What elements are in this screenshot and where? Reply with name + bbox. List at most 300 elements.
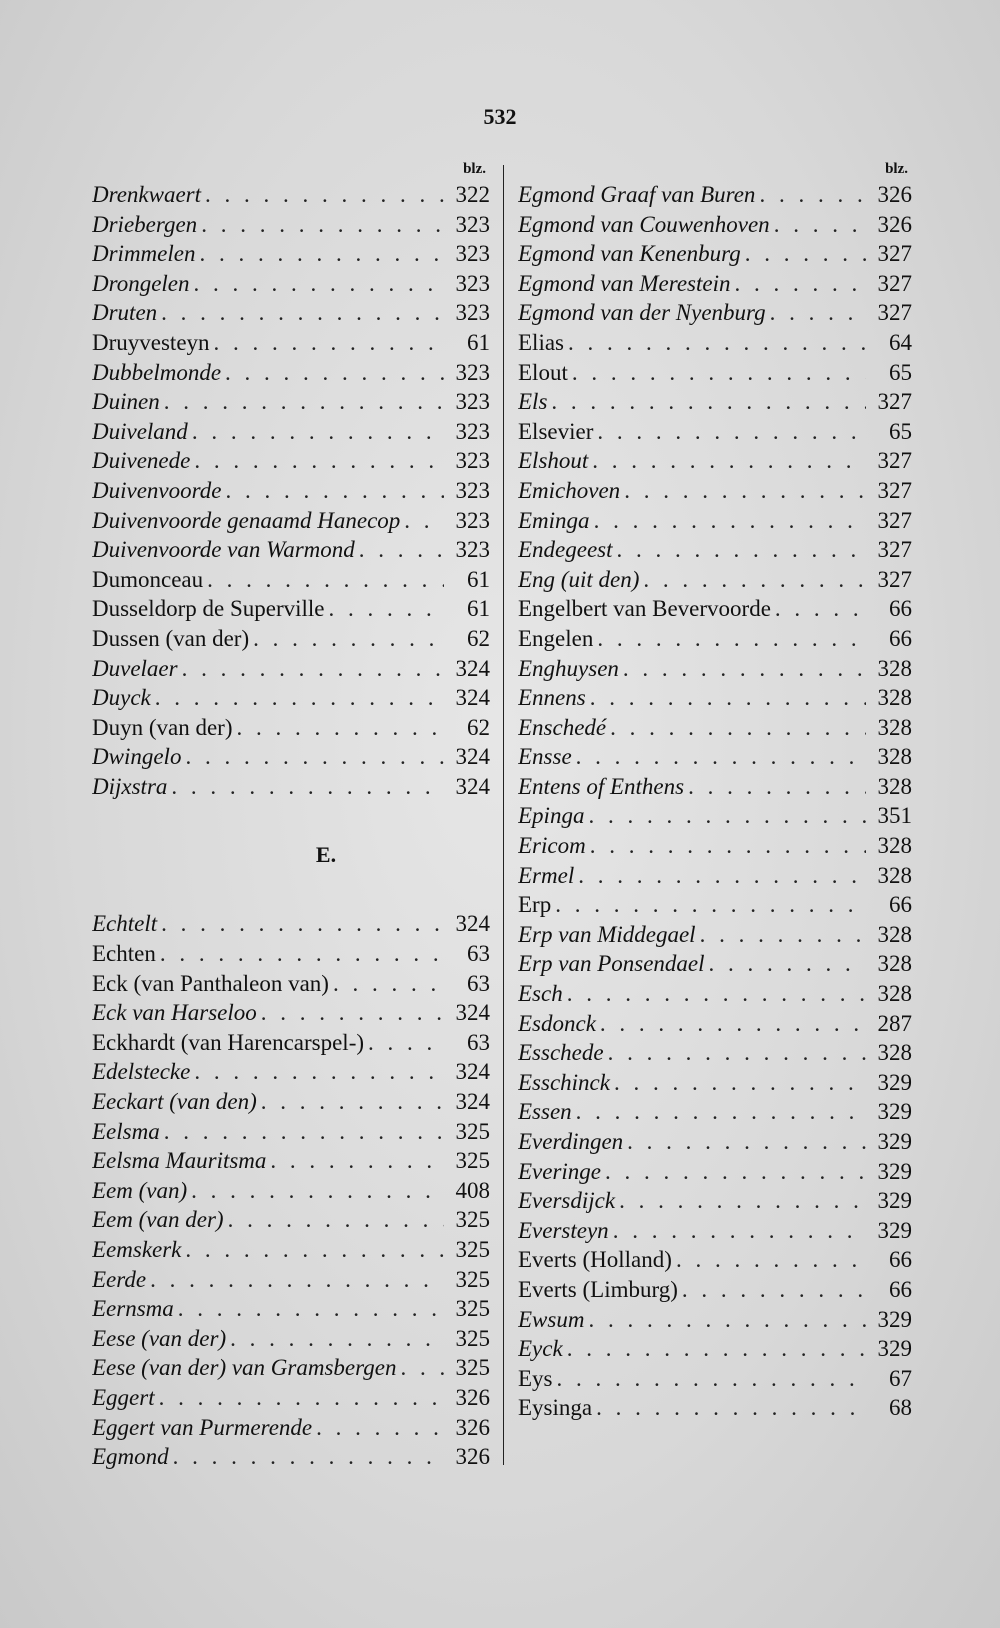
entry-name: Ensse (518, 744, 572, 770)
entry-page: 62 (467, 714, 490, 740)
dot-leader (194, 446, 444, 476)
dot-leader (192, 417, 444, 447)
entry-page: 66 (889, 1247, 912, 1273)
entry-name: Dumonceau (92, 566, 204, 592)
entry-name: Duivenede (92, 448, 191, 474)
index-entry (518, 446, 912, 476)
index-entry (518, 742, 912, 772)
entry-name: Eversteyn (518, 1217, 609, 1243)
entry-name: Everdingen (518, 1129, 624, 1154)
dot-leader (207, 565, 444, 595)
dot-leader (253, 624, 444, 654)
entry-page: 329 (877, 1217, 912, 1243)
dot-leader (614, 1068, 866, 1098)
entry-name: Drimmelen (92, 241, 196, 267)
entry-page: 323 (455, 270, 490, 296)
entry-page: 325 (455, 1266, 490, 1292)
dot-leader (161, 298, 444, 328)
dot-leader (688, 772, 866, 802)
entry-page: 66 (889, 1276, 912, 1302)
entry-page: 324 (455, 1059, 490, 1085)
dot-leader (225, 358, 444, 388)
dot-leader (194, 1057, 444, 1087)
entry-page: 327 (877, 448, 912, 474)
index-entry (92, 909, 490, 939)
dot-leader (237, 713, 444, 743)
entry-page: 63 (467, 941, 490, 967)
entry-name: Everinge (518, 1158, 602, 1184)
entry-name: Duivenvoorde (92, 477, 222, 503)
dot-leader (578, 861, 866, 891)
entry-page: 323 (455, 359, 490, 385)
entry-name: Ewsum (518, 1306, 585, 1332)
entry-name: Eese (van der) (92, 1325, 227, 1351)
entry-page: 327 (877, 507, 912, 533)
entry-page: 327 (877, 477, 912, 503)
index-entry (518, 1097, 912, 1127)
entry-name: Duivenvoorde genaamd Hanecop (92, 507, 401, 533)
entry-page: 65 (889, 418, 912, 444)
entry-page: 328 (877, 714, 912, 740)
dot-leader (590, 831, 866, 861)
entry-name: Dwingelo (92, 744, 182, 770)
index-entry (518, 1186, 912, 1216)
entry-name: Duiveland (92, 418, 188, 444)
index-entry (92, 1324, 490, 1354)
dot-leader (775, 594, 866, 624)
index-entry (92, 939, 490, 969)
index-entry (518, 594, 912, 624)
index-entry (518, 180, 912, 210)
section-spacer (92, 878, 490, 909)
index-entry (518, 949, 912, 979)
index-entry (92, 1028, 490, 1058)
entry-name: Eckhardt (van Harencarspel-) (92, 1029, 365, 1055)
entry-name: Eese (van der) van Gramsbergen (92, 1355, 397, 1381)
index-entry (92, 210, 490, 240)
entry-page: 324 (455, 1089, 490, 1115)
entry-name: Enghuysen (518, 655, 619, 681)
entry-name: Duyck (92, 685, 151, 711)
entry-name: Esschede (518, 1040, 604, 1066)
entry-name: Drongelen (92, 270, 190, 296)
index-entry (92, 1057, 490, 1087)
dot-leader (205, 180, 444, 210)
index-entry (92, 1265, 490, 1295)
dot-leader (270, 1146, 444, 1176)
entry-name: Eggert (92, 1384, 155, 1410)
dot-leader (592, 446, 866, 476)
dot-leader (214, 328, 444, 358)
dot-leader (261, 1087, 444, 1117)
dot-leader (261, 998, 444, 1028)
index-entry (518, 979, 912, 1009)
entry-name: Egmond van der Nyenburg (518, 300, 766, 326)
dot-leader (400, 1353, 444, 1383)
entry-name: Druyvesteyn (92, 329, 210, 355)
index-entry (92, 713, 490, 743)
entry-page: 61 (467, 596, 490, 622)
dot-leader (185, 1235, 444, 1265)
entry-name: Erp van Middegael (518, 921, 696, 947)
entry-name: Drenkwaert (92, 182, 202, 207)
entry-page: 327 (877, 566, 912, 592)
entry-page: 62 (467, 625, 490, 651)
entry-name: Dijxstra (92, 773, 168, 799)
index-entry (92, 1294, 490, 1324)
entry-page: 66 (889, 596, 912, 622)
index-entry (92, 1442, 490, 1472)
entry-page: 329 (877, 1069, 912, 1095)
entry-name: Egmond (92, 1444, 169, 1470)
entry-name: Eys (518, 1365, 553, 1391)
entry-name: Echtelt (92, 911, 158, 937)
section-spacer (92, 801, 490, 832)
entry-page: 329 (877, 1129, 912, 1154)
entry-name: Eelsma (92, 1118, 160, 1144)
entry-name: Duvelaer (92, 655, 178, 681)
entry-page: 325 (455, 1355, 490, 1381)
index-entry (92, 328, 490, 358)
entry-name: Els (518, 389, 548, 415)
entry-page: 61 (467, 329, 490, 355)
dot-leader (624, 476, 866, 506)
entry-page: 323 (455, 241, 490, 267)
entry-page: 325 (455, 1325, 490, 1351)
entry-name: Emichoven (518, 477, 621, 503)
dot-leader (700, 920, 866, 950)
entry-page: 63 (467, 970, 490, 996)
index-entry (518, 772, 912, 802)
dot-leader (597, 624, 866, 654)
entry-name: Eyck (518, 1336, 563, 1362)
dot-leader (770, 298, 866, 328)
entry-name: Duyn (van der) (92, 714, 233, 740)
entry-name: Enschedé (518, 714, 607, 740)
entry-page: 324 (455, 685, 490, 711)
dot-leader (161, 909, 444, 939)
entry-page: 64 (889, 329, 912, 355)
entry-name: Dusseldorp de Superville (92, 596, 325, 622)
index-entry (92, 742, 490, 772)
entry-page: 326 (455, 1414, 490, 1440)
dot-leader (608, 1038, 866, 1068)
entry-name: Esch (518, 981, 563, 1007)
index-entry (518, 861, 912, 891)
entry-page: 328 (877, 744, 912, 770)
index-entry (92, 1176, 490, 1206)
entry-name: Eminga (518, 507, 590, 533)
index-entry (518, 506, 912, 536)
index-entry (92, 269, 490, 299)
entry-page: 351 (877, 803, 912, 829)
entry-page: 324 (455, 911, 490, 937)
entry-name: Dussen (van der) (92, 625, 250, 651)
entry-page: 326 (455, 1444, 490, 1470)
entry-name: Elshout (518, 448, 589, 474)
entry-name: Eng (uit den) (518, 566, 640, 592)
entry-name: Ermel (518, 862, 575, 888)
entry-name: Epinga (518, 803, 585, 829)
dot-leader (597, 417, 866, 447)
entry-name: Duivenvoorde van Warmond (92, 537, 355, 563)
entry-name: Egmond van Kenenburg (518, 241, 741, 267)
dot-leader (359, 535, 444, 565)
dot-leader (194, 269, 444, 299)
dot-leader (605, 1157, 866, 1187)
entry-page: 325 (455, 1207, 490, 1233)
entry-page: 328 (877, 655, 912, 681)
index-entry (518, 624, 912, 654)
dot-leader (588, 801, 866, 831)
dot-leader (316, 1413, 444, 1443)
entry-page: 323 (455, 418, 490, 444)
entry-name: Erp (518, 892, 552, 918)
index-entry (92, 624, 490, 654)
entry-page: 329 (877, 1158, 912, 1184)
dot-leader (191, 1176, 444, 1206)
entry-name: Eversdijck (518, 1188, 616, 1214)
index-entry (518, 565, 912, 595)
index-entry (518, 1245, 912, 1275)
dot-leader (333, 969, 444, 999)
index-entry (518, 1393, 912, 1423)
dot-leader (759, 180, 866, 210)
index-entry (518, 1009, 912, 1039)
left-column-heading: blz. (463, 161, 486, 177)
dot-leader (734, 269, 866, 299)
dot-leader (643, 565, 866, 595)
index-entry (92, 180, 490, 210)
entry-name: Ennens (518, 685, 586, 711)
index-entry (92, 446, 490, 476)
entry-page: 328 (877, 862, 912, 888)
dot-leader (171, 772, 444, 802)
entry-page: 325 (455, 1237, 490, 1262)
dot-leader (682, 1275, 866, 1305)
index-entry (518, 387, 912, 417)
dot-leader (173, 1442, 444, 1472)
dot-leader (619, 1186, 866, 1216)
index-entry (92, 1146, 490, 1176)
dot-leader (185, 742, 444, 772)
entry-name: Druten (92, 300, 158, 326)
dot-leader (576, 742, 866, 772)
dot-leader (709, 949, 866, 979)
entry-page: 323 (455, 300, 490, 326)
entry-page: 287 (877, 1010, 912, 1036)
index-entry (518, 328, 912, 358)
index-entry (92, 683, 490, 713)
dot-leader (150, 1265, 444, 1295)
index-entry (518, 890, 912, 920)
dot-leader (774, 210, 866, 240)
dot-leader (555, 890, 866, 920)
index-entry (92, 1205, 490, 1235)
entry-page: 323 (455, 448, 490, 474)
dot-leader (230, 1324, 444, 1354)
index-entry (92, 506, 490, 536)
entry-name: Eysinga (518, 1395, 593, 1421)
entry-name: Elout (518, 359, 568, 385)
dot-leader (600, 1009, 866, 1039)
index-entry (518, 535, 912, 565)
entry-page: 325 (455, 1296, 490, 1322)
entry-name: Eemskerk (92, 1237, 182, 1262)
index-entry (518, 801, 912, 831)
index-entry (518, 358, 912, 388)
index-entry (92, 969, 490, 999)
entry-name: Engelen (518, 625, 594, 651)
index-entry (92, 772, 490, 802)
right-entries (518, 180, 912, 1423)
dot-leader (627, 1127, 866, 1157)
index-entry (518, 713, 912, 743)
index-entry (92, 417, 490, 447)
dot-leader (228, 1205, 444, 1235)
entry-page: 328 (877, 833, 912, 859)
entry-page: 329 (877, 1099, 912, 1125)
entry-page: 326 (877, 182, 912, 207)
dot-leader (164, 1117, 444, 1147)
index-entry (92, 358, 490, 388)
entry-name: Egmond van Merestein (518, 270, 731, 296)
dot-leader (155, 683, 444, 713)
entry-page: 66 (889, 892, 912, 918)
entry-page: 326 (455, 1384, 490, 1410)
index-entry (518, 476, 912, 506)
dot-leader (596, 1393, 866, 1423)
entry-name: Eernsma (92, 1296, 174, 1322)
entry-page: 327 (877, 300, 912, 326)
section-letter: E. (315, 842, 337, 868)
dot-leader (404, 506, 444, 536)
entry-page: 323 (455, 389, 490, 415)
dot-leader (594, 506, 866, 536)
entry-page: 325 (455, 1118, 490, 1144)
dot-leader (567, 1334, 866, 1364)
entry-page: 329 (877, 1336, 912, 1362)
index-entry (518, 1127, 912, 1157)
index-entry (518, 1157, 912, 1187)
index-entry (92, 1117, 490, 1147)
entry-page: 327 (877, 241, 912, 267)
entry-page: 325 (455, 1148, 490, 1174)
entry-page: 322 (455, 182, 490, 207)
entry-page: 328 (877, 921, 912, 947)
dot-leader (557, 1364, 867, 1394)
entry-page: 327 (877, 270, 912, 296)
entry-page: 328 (877, 981, 912, 1007)
entry-name: Esschinck (518, 1069, 610, 1095)
dot-leader (164, 387, 444, 417)
entry-name: Eerde (92, 1266, 147, 1292)
index-entry (92, 1383, 490, 1413)
index-entry (92, 1413, 490, 1443)
dot-leader (225, 476, 444, 506)
dot-leader (623, 654, 866, 684)
entry-page: 329 (877, 1306, 912, 1332)
entry-page: 328 (877, 685, 912, 711)
entry-page: 327 (877, 537, 912, 563)
dot-leader (617, 535, 866, 565)
dot-leader (572, 358, 866, 388)
entry-page: 327 (877, 389, 912, 415)
index-entry (518, 1275, 912, 1305)
entry-name: Eck van Harseloo (92, 1000, 257, 1026)
entry-page: 324 (455, 655, 490, 681)
index-entry (92, 594, 490, 624)
entry-page: 328 (877, 773, 912, 799)
index-entry (92, 476, 490, 506)
index-entry (518, 269, 912, 299)
entry-name: Everts (Holland) (518, 1247, 672, 1273)
dot-leader (159, 1383, 444, 1413)
index-entry (518, 1038, 912, 1068)
column-divider (503, 165, 504, 1465)
right-column (518, 158, 912, 1423)
entry-name: Egmond van Couwenhoven (518, 211, 770, 237)
dot-leader (676, 1245, 866, 1275)
index-entry (92, 1235, 490, 1265)
dot-leader (329, 594, 444, 624)
index-entry (518, 920, 912, 950)
entry-name: Eggert van Purmerende (92, 1414, 313, 1440)
dot-leader (201, 210, 444, 240)
dot-leader (590, 683, 866, 713)
entry-page: 65 (889, 359, 912, 385)
index-entry (518, 1216, 912, 1246)
dot-leader (160, 939, 444, 969)
entry-name: Eem (van) (92, 1177, 188, 1203)
dot-leader (613, 1216, 866, 1246)
index-entry (518, 1068, 912, 1098)
index-entry (92, 654, 490, 684)
dot-leader (368, 1028, 444, 1058)
dot-leader (567, 979, 866, 1009)
index-entry (518, 831, 912, 861)
index-entry (92, 239, 490, 269)
entry-name: Elsevier (518, 418, 594, 444)
right-column-heading: blz. (885, 161, 908, 177)
entry-page: 324 (455, 773, 490, 799)
left-column (92, 158, 490, 1472)
entry-page: 61 (467, 566, 490, 592)
left-entries-d (92, 180, 490, 801)
index-entry (518, 1334, 912, 1364)
left-entries-e (92, 909, 490, 1471)
index-entry (92, 535, 490, 565)
page-number: 532 (483, 104, 517, 129)
entry-name: Eelsma Mauritsma (92, 1148, 267, 1174)
dot-leader (576, 1097, 866, 1127)
index-entry (518, 1305, 912, 1335)
dot-leader (178, 1294, 444, 1324)
index-entry (518, 654, 912, 684)
entry-name: Esdonck (518, 1010, 596, 1036)
entry-name: Duinen (92, 389, 160, 415)
entry-page: 68 (889, 1395, 912, 1421)
dot-leader (610, 713, 866, 743)
index-entry (518, 239, 912, 269)
index-entry (92, 565, 490, 595)
entry-name: Edelstecke (92, 1059, 191, 1085)
index-entry (92, 998, 490, 1028)
entry-page: 328 (877, 951, 912, 977)
entry-name: Driebergen (92, 211, 198, 237)
dot-leader (745, 239, 866, 269)
entry-name: Everts (Limburg) (518, 1276, 678, 1302)
